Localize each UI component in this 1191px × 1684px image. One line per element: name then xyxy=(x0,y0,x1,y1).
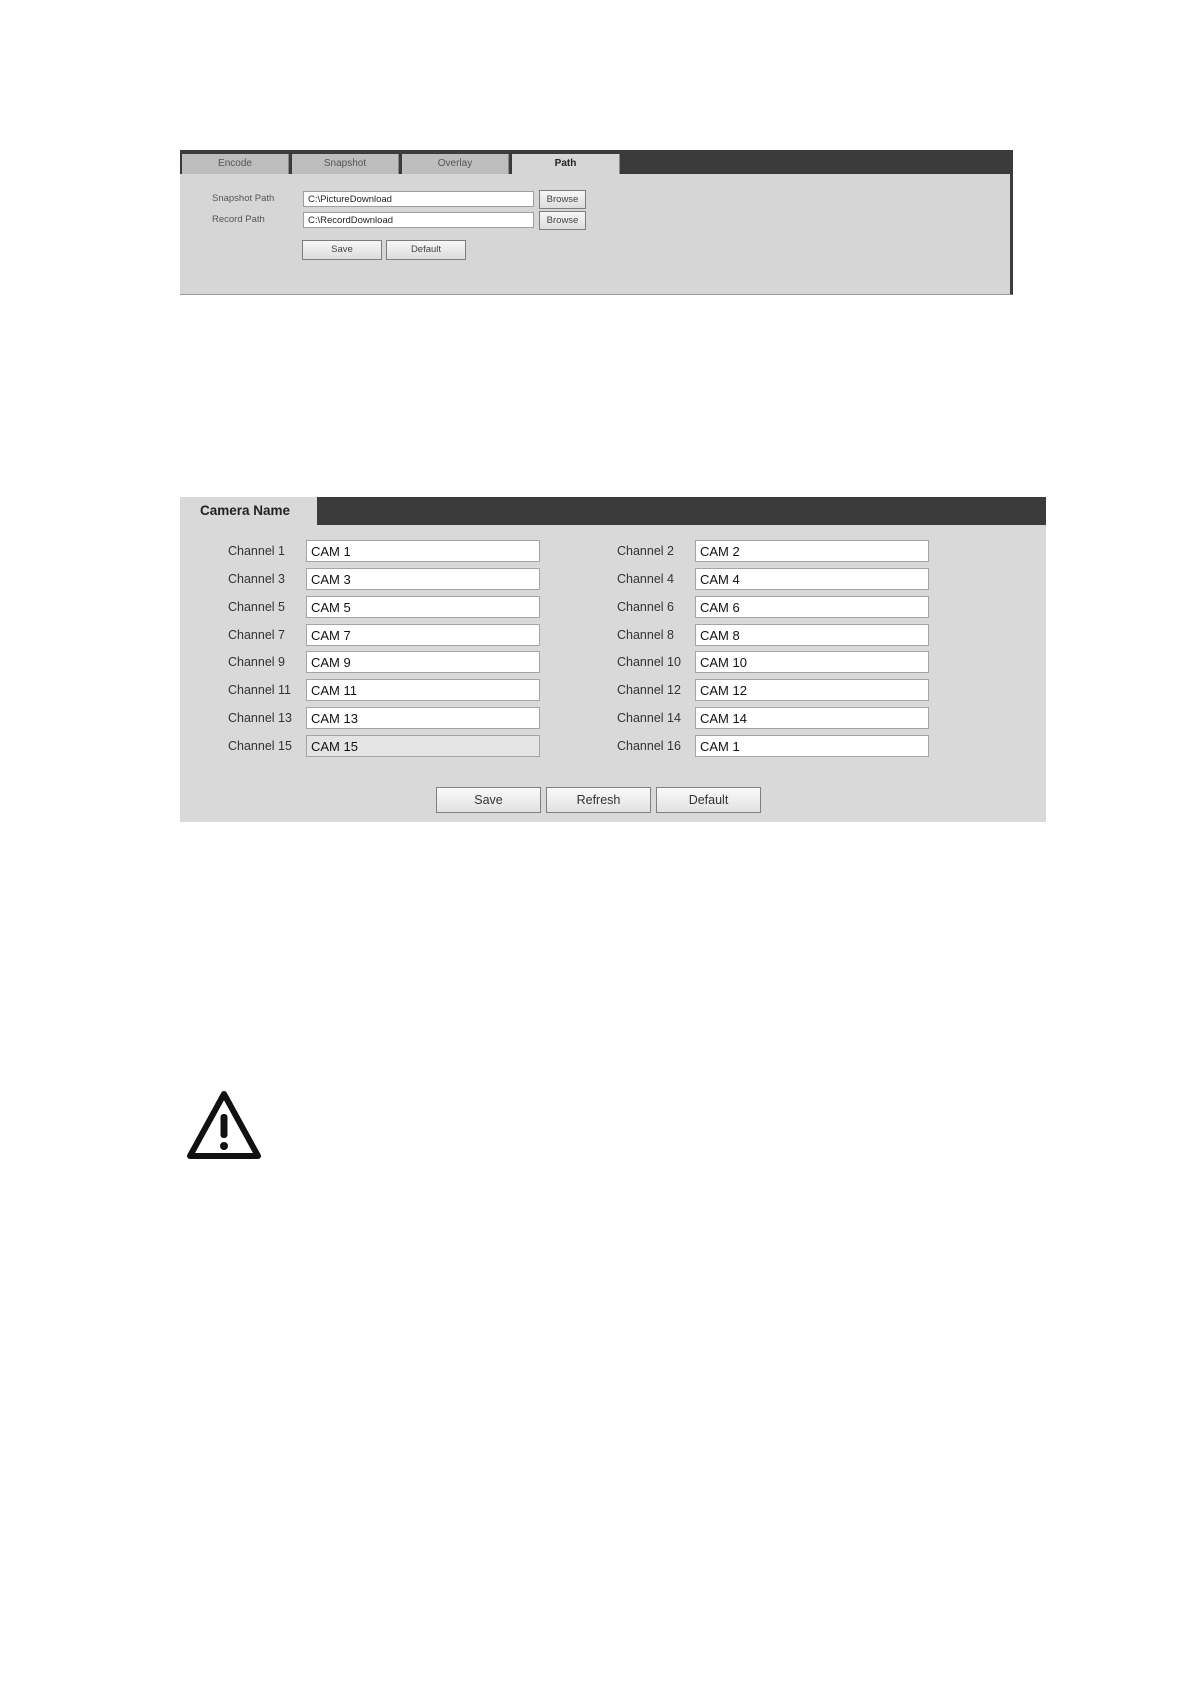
channel-2-label: Channel 2 xyxy=(617,544,674,558)
snapshot-browse-button[interactable]: Browse xyxy=(539,190,586,209)
channel-15-name-input[interactable] xyxy=(306,735,540,757)
channel-14-name-input[interactable] xyxy=(695,707,929,729)
channel-4-label: Channel 4 xyxy=(617,572,674,586)
panel-header xyxy=(180,497,1046,525)
record-path-label: Record Path xyxy=(212,214,265,225)
channel-12-label: Channel 12 xyxy=(617,683,681,697)
channel-10-name-input[interactable] xyxy=(695,651,929,673)
snapshot-path-label: Snapshot Path xyxy=(212,193,275,204)
channel-13-name-input[interactable] xyxy=(306,707,540,729)
channel-2-name-input[interactable] xyxy=(695,540,929,562)
camera-name-title: Camera Name xyxy=(180,497,317,525)
tab-bar xyxy=(180,150,1010,174)
camera-save-button[interactable]: Save xyxy=(436,787,541,813)
channel-1-name-input[interactable] xyxy=(306,540,540,562)
channel-5-name-input[interactable] xyxy=(306,596,540,618)
channel-1-label: Channel 1 xyxy=(228,544,285,558)
channel-6-label: Channel 6 xyxy=(617,600,674,614)
camera-default-button[interactable]: Default xyxy=(656,787,761,813)
path-settings-panel xyxy=(180,150,1013,295)
channel-7-name-input[interactable] xyxy=(306,624,540,646)
channel-10-label: Channel 10 xyxy=(617,655,681,669)
camera-refresh-button[interactable]: Refresh xyxy=(546,787,651,813)
path-save-button[interactable]: Save xyxy=(302,240,382,260)
tab-snapshot[interactable]: Snapshot xyxy=(292,154,399,174)
channel-16-name-input[interactable] xyxy=(695,735,929,757)
channel-3-label: Channel 3 xyxy=(228,572,285,586)
channel-12-name-input[interactable] xyxy=(695,679,929,701)
record-path-input[interactable] xyxy=(303,212,534,228)
camera-name-panel xyxy=(180,497,1046,822)
tab-path[interactable]: Path xyxy=(512,154,620,174)
path-default-button[interactable]: Default xyxy=(386,240,466,260)
channel-5-label: Channel 5 xyxy=(228,600,285,614)
channel-3-name-input[interactable] xyxy=(306,568,540,590)
channel-9-label: Channel 9 xyxy=(228,655,285,669)
tab-encode[interactable]: Encode xyxy=(182,154,289,174)
channel-6-name-input[interactable] xyxy=(695,596,929,618)
record-browse-button[interactable]: Browse xyxy=(539,211,586,230)
channel-16-label: Channel 16 xyxy=(617,739,681,753)
channel-14-label: Channel 14 xyxy=(617,711,681,725)
snapshot-path-input[interactable] xyxy=(303,191,534,207)
channel-13-label: Channel 13 xyxy=(228,711,292,725)
channel-9-name-input[interactable] xyxy=(306,651,540,673)
channel-8-name-input[interactable] xyxy=(695,624,929,646)
channel-11-name-input[interactable] xyxy=(306,679,540,701)
channel-8-label: Channel 8 xyxy=(617,628,674,642)
tab-overlay[interactable]: Overlay xyxy=(402,154,509,174)
channel-4-name-input[interactable] xyxy=(695,568,929,590)
channel-15-label: Channel 15 xyxy=(228,739,292,753)
channel-7-label: Channel 7 xyxy=(228,628,285,642)
channel-11-label: Channel 11 xyxy=(228,683,292,697)
warning-icon xyxy=(186,1090,262,1160)
